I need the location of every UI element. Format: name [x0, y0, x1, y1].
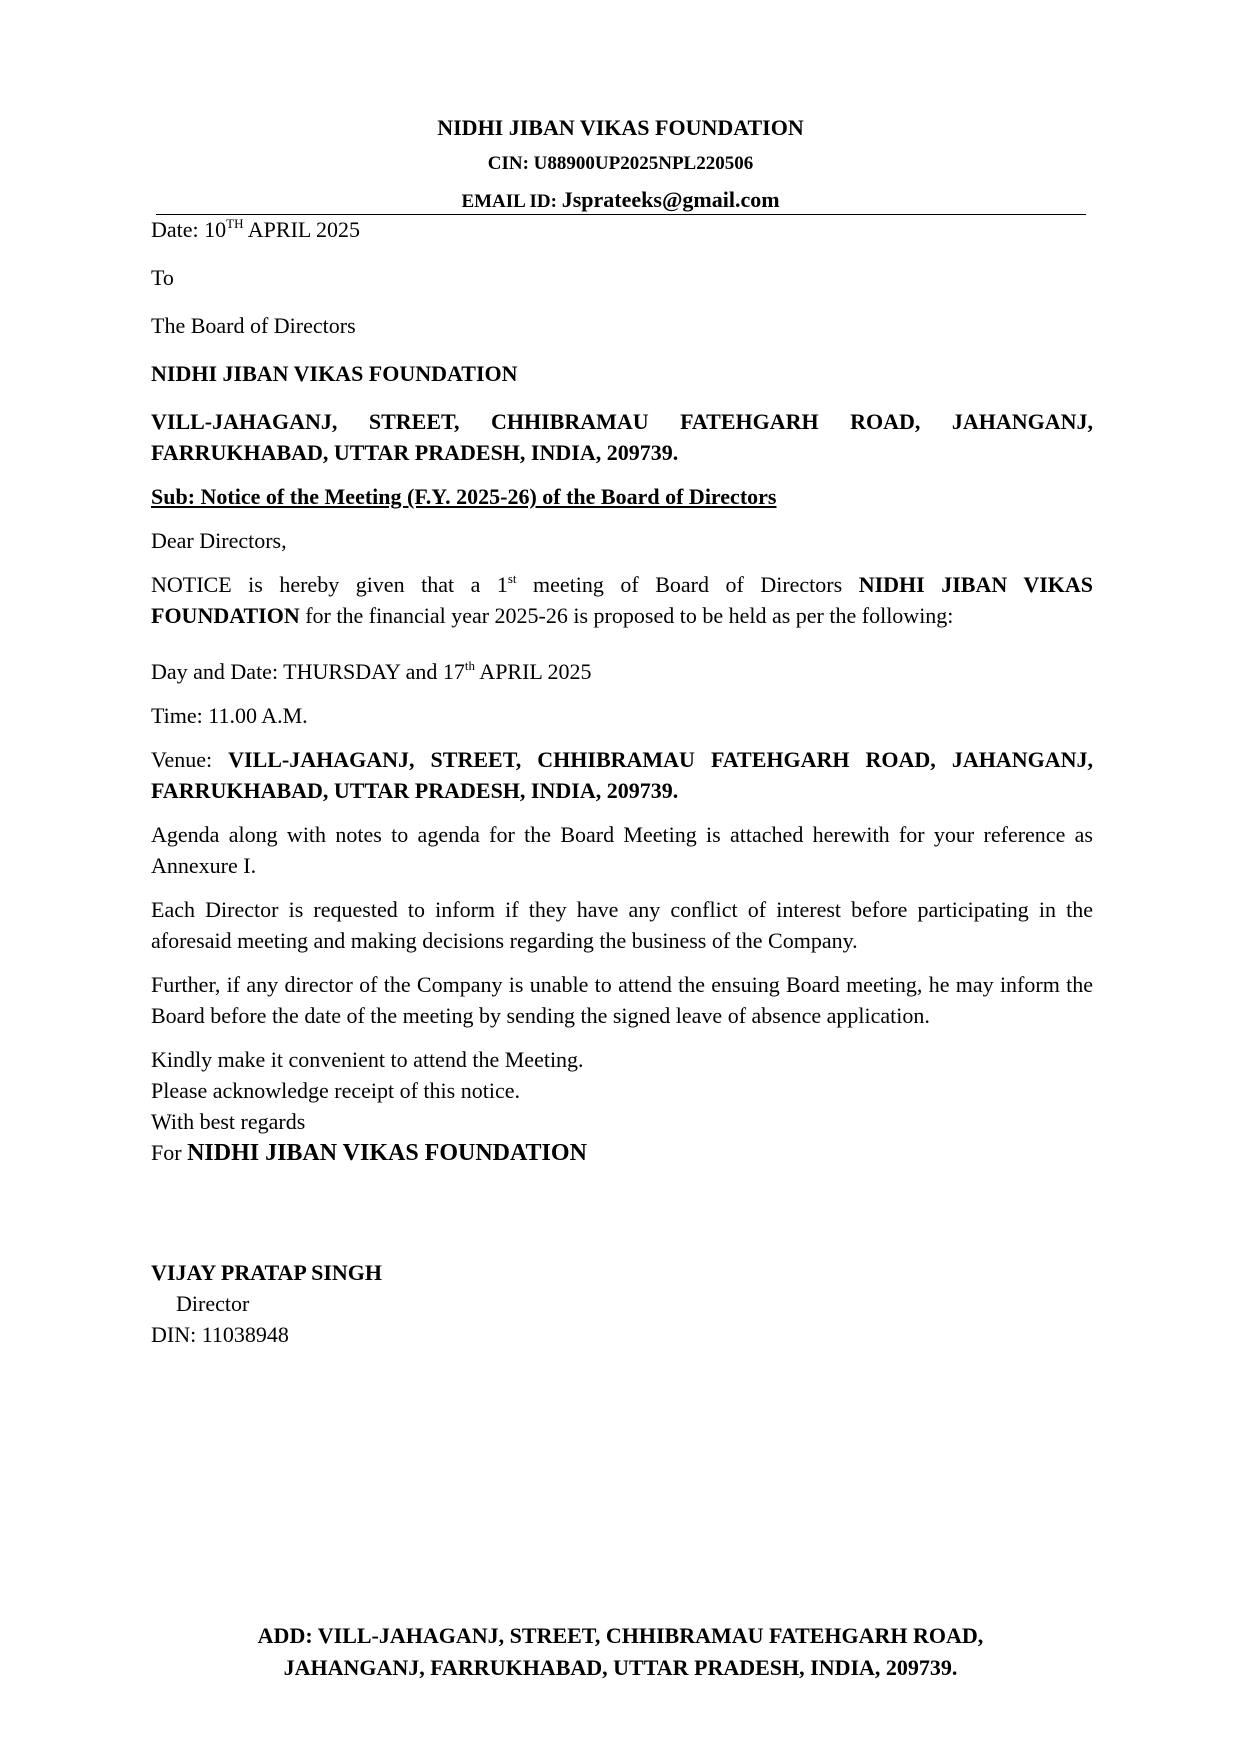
letterhead-cin	[0, 146, 1241, 182]
closing-line-3: With best regards	[151, 1109, 306, 1134]
recipient-org: NIDHI JIBAN VIKAS FOUNDATION	[151, 361, 518, 386]
notice-org: NIDHI JIBAN VIKAS FOUNDATION	[151, 572, 1094, 628]
day-date-suffix: APRIL 2025	[475, 659, 592, 684]
signatory-designation: Director	[176, 1291, 250, 1316]
recipient-address: VILL-JAHAGANJ, STREET, CHHIBRAMAU FATEHGARH ROAD, JAHANGANJ, FARRUKHABAD, UTTAR PRADESH, INDIA, 209739.	[151, 409, 1093, 465]
to-line: To	[151, 265, 174, 290]
notice-text-3: for the financial year 2025-26 is proposed to be held as per the following:	[299, 603, 954, 628]
meeting-time: Time: 11.00 A.M.	[151, 703, 308, 728]
closing-line-2: Please acknowledge receipt of this notice.	[151, 1078, 520, 1103]
day-date	[151, 656, 1093, 687]
notice-superscript: st	[507, 570, 517, 586]
date-prefix: Date: 10	[151, 217, 227, 242]
for-org-line	[151, 1137, 1093, 1169]
recipient: The Board of Directors	[151, 313, 356, 338]
conflict-paragraph: Each Director is requested to inform if they have any conflict of interest before participating in the aforesaid meeting and making decisions regarding the business of the Company.	[151, 897, 1093, 953]
cin-value: U88900UP2025NPL220506	[533, 153, 754, 174]
notice-paragraph	[151, 569, 1093, 631]
email-value: Jsprateeks@gmail.com	[561, 187, 780, 212]
venue-value: VILL-JAHAGANJ, STREET, CHHIBRAMAU FATEHGARH ROAD, JAHANGANJ, FARRUKHABAD, UTTAR PRADESH, INDIA, 209739.	[151, 747, 1093, 803]
notice-text-1: NOTICE is hereby given that a 1	[151, 572, 508, 597]
date-suffix: APRIL 2025	[243, 217, 361, 242]
letter-date	[151, 214, 1093, 245]
venue-label: Venue:	[151, 747, 229, 772]
closing-line-1: Kindly make it convenient to attend the Meeting.	[151, 1047, 584, 1072]
venue	[151, 744, 1093, 806]
subject-line	[151, 481, 1093, 512]
cin-label: CIN:	[487, 153, 529, 174]
footer-address	[0, 1620, 1241, 1684]
signatory-name: VIJAY PRATAP SINGH	[151, 1260, 383, 1285]
letterhead	[0, 110, 1241, 220]
signature-block	[151, 1257, 1093, 1350]
signatory-din: DIN: 11038948	[151, 1322, 289, 1347]
for-org: NIDHI JIBAN VIKAS FOUNDATION	[187, 1140, 587, 1166]
agenda-paragraph: Agenda along with notes to agenda for the Board Meeting is attached herewith for your reference as Annexure I.	[151, 822, 1093, 878]
day-date-prefix: Day and Date: THURSDAY and 17	[151, 659, 465, 684]
for-prefix: For	[151, 1140, 188, 1165]
letter-body	[151, 214, 1093, 1350]
footer-line-1: ADD: VILL-JAHAGANJ, STREET, CHHIBRAMAU FATEHGARH ROAD,	[257, 1623, 984, 1648]
notice-text-2: meeting of Board of Directors	[516, 572, 859, 597]
email-label: EMAIL ID:	[461, 191, 557, 212]
leave-paragraph: Further, if any director of the Company is unable to attend the ensuing Board meeting, he may inform the Board before the date of the meeting by sending the signed leave of absence application.	[151, 972, 1093, 1028]
footer-line-2: JAHANGANJ, FARRUKHABAD, UTTAR PRADESH, INDIA, 209739.	[283, 1655, 958, 1680]
date-superscript: TH	[226, 215, 244, 231]
subject-text: Sub: Notice of the Meeting (F.Y. 2025-26) of the Board of Directors	[151, 484, 777, 509]
letterhead-org-name: NIDHI JIBAN VIKAS FOUNDATION	[437, 115, 804, 140]
salutation: Dear Directors,	[151, 528, 287, 553]
day-date-superscript: th	[464, 657, 476, 673]
